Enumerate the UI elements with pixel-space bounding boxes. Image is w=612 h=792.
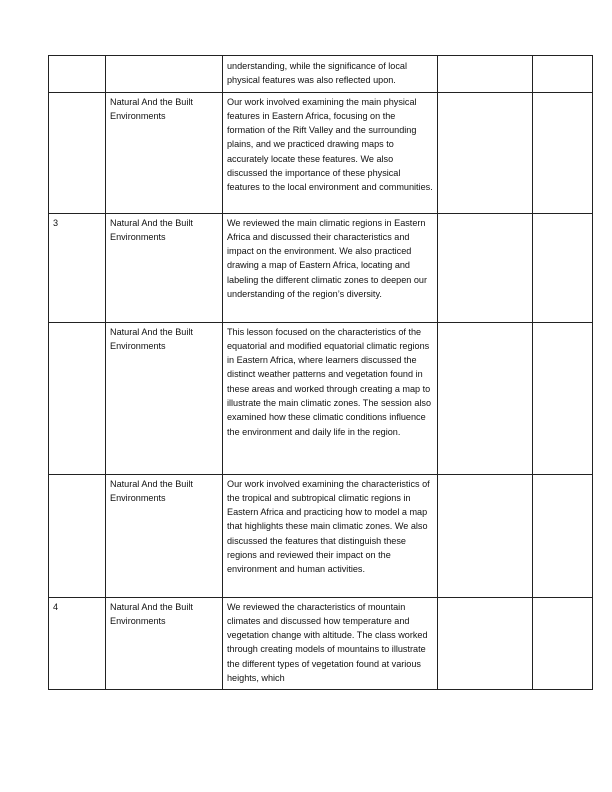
strand-cell [106,597,223,690]
strand-text: Natural And the Built Environments [110,601,193,626]
strand-text: Natural And the Built Environments [110,96,193,121]
description-text: Our work involved examining the main physical features in Eastern Africa, focusing on the formation of the Rift Valley and the surrounding plains, and we practiced drawing maps to accurately locate these features. We also discussed the importance of these physical features to the local environment and communities. [227,96,433,193]
empty-cell [533,56,593,93]
empty-cell [533,92,593,213]
empty-cell [438,92,533,213]
strand-text: Natural And the Built Environments [110,217,193,242]
empty-cell [438,322,533,474]
week-cell [49,56,106,93]
description-text: We reviewed the main climatic regions in Eastern Africa and discussed their characteristics and impact on the environment. We also practiced drawing a map of Eastern Africa, locating and labeling the different climatic zones to deepen our understanding of the region’s diversity. [227,217,428,300]
description-cell [223,56,438,93]
week-cell: 3 [49,213,106,322]
table-row [49,92,593,213]
empty-cell [533,474,593,597]
description-cell [223,92,438,213]
description-cell [223,213,438,322]
empty-cell [533,213,593,322]
description-cell [223,597,438,690]
empty-cell [438,474,533,597]
empty-cell [533,322,593,474]
description-text: This lesson focused on the characteristics of the equatorial and modified equatorial climatic regions in Eastern Africa, where learners discussed the distinct weather patterns and vegetation found in these areas and worked through creating a map to illustrate the main climatic zones. The session also examined how these climatic conditions influence the environment and daily life in the region. [227,326,432,437]
strand-cell [106,213,223,322]
empty-cell [533,597,593,690]
description-text: understanding, while the significance of local physical features was also reflected upon. [227,61,407,86]
description-text: We reviewed the characteristics of mountain climates and discussed how temperature and vegetation change with altitude. The class worked through creating models of mountains to illustrate the different types of vegetation found at various heights, which [227,601,428,684]
description-cell [223,474,438,597]
strand-cell [106,56,223,93]
strand-cell [106,474,223,597]
description-text: Our work involved examining the characteristics of the tropical and subtropical climatic regions in Eastern Africa and practicing how to model a map that highlights these main climatic zones. We also discussed the features that distinguish these regions and reviewed their impact on the environment and human activities. [227,478,430,575]
table-row [49,474,593,597]
table-row [49,213,593,322]
table-row [49,56,593,93]
week-cell [49,474,106,597]
week-cell [49,322,106,474]
week-cell: 4 [49,597,106,690]
description-cell [223,322,438,474]
strand-text: Natural And the Built Environments [110,326,193,351]
empty-cell [438,597,533,690]
lesson-log-table [48,55,593,690]
table-row [49,597,593,690]
strand-cell [106,92,223,213]
empty-cell [438,56,533,93]
week-cell [49,92,106,213]
table-row [49,322,593,474]
strand-text: Natural And the Built Environments [110,478,193,503]
empty-cell [438,213,533,322]
strand-cell [106,322,223,474]
